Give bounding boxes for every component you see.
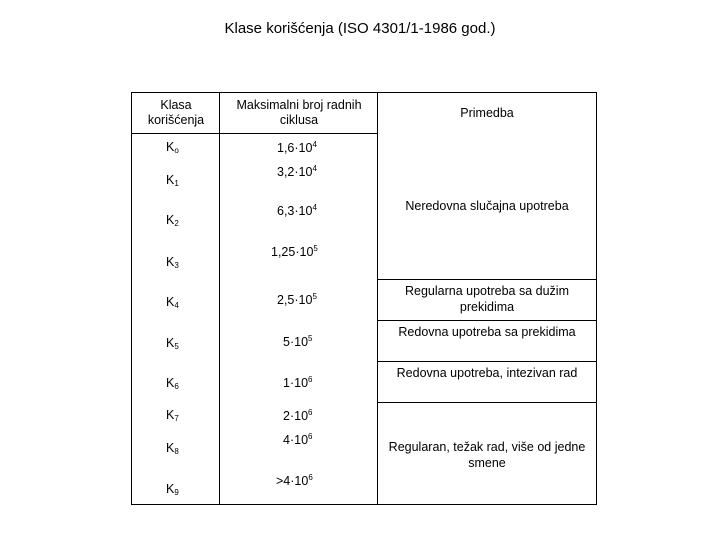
table-row-cycles: $3,2\cdot 10^4$ bbox=[277, 164, 317, 179]
table-row-cycles: $1,6\cdot 10^4$ bbox=[277, 140, 317, 155]
header-primedba: Primedba bbox=[460, 105, 514, 120]
note-divider-4 bbox=[377, 402, 597, 403]
table-row-cycles: $5\cdot 10^5$ bbox=[283, 334, 313, 349]
note-regularan-tezak: Regularan, težak rad, više od jedne smene bbox=[388, 440, 586, 470]
note-redovna-intezivan: Redovna upotreba, intezivan rad bbox=[396, 366, 578, 380]
table-row-cycles: $2\cdot 10^6$ bbox=[283, 408, 313, 423]
table-row-cycles: $2,5\cdot 10^5$ bbox=[277, 292, 317, 307]
header-divider bbox=[131, 133, 377, 134]
table-row-cycles: $6,3\cdot 10^4$ bbox=[277, 203, 317, 218]
table-row-cycles: $>4\cdot 10^6$ bbox=[276, 473, 313, 488]
note-divider-1 bbox=[377, 279, 597, 280]
table-row-cycles: $1\cdot 10^6$ bbox=[283, 375, 313, 390]
note-divider-2 bbox=[377, 320, 597, 321]
table-row-class: $K_4$ bbox=[166, 295, 179, 310]
table-row-class: $K_8$ bbox=[166, 441, 179, 456]
table-row-class: $K_7$ bbox=[166, 408, 179, 423]
table-row-class: $K_o$ bbox=[166, 140, 179, 155]
table-row-class: $K_1$ bbox=[166, 173, 179, 188]
note-divider-3 bbox=[377, 361, 597, 362]
note-regularna: Regularna upotreba sa dužim prekidima bbox=[405, 284, 569, 314]
page-title: Klase korišćenja (ISO 4301/1-1986 god.) bbox=[224, 20, 496, 37]
table-row-class: $K_3$ bbox=[166, 255, 179, 270]
table-row-class: $K_9$ bbox=[166, 482, 179, 497]
header-klasa: Klasa korišćenja bbox=[147, 98, 205, 127]
header-maksimalni-broj: Maksimalni broj radnih ciklusa bbox=[236, 98, 362, 127]
col-divider-1 bbox=[219, 92, 220, 505]
note-redovna-prekidi: Redovna upotreba sa prekidima bbox=[398, 325, 576, 339]
table-row-class: $K_2$ bbox=[166, 213, 179, 228]
table-row-cycles: $4\cdot 10^6$ bbox=[283, 432, 313, 447]
table-row-cycles: $1,25\cdot 10^5$ bbox=[271, 244, 318, 259]
table-row-class: $K_6$ bbox=[166, 376, 179, 391]
note-neredovna: Neredovna slučajna upotreba bbox=[405, 199, 569, 213]
col-divider-2 bbox=[377, 92, 378, 505]
table-row-class: $K_5$ bbox=[166, 336, 179, 351]
